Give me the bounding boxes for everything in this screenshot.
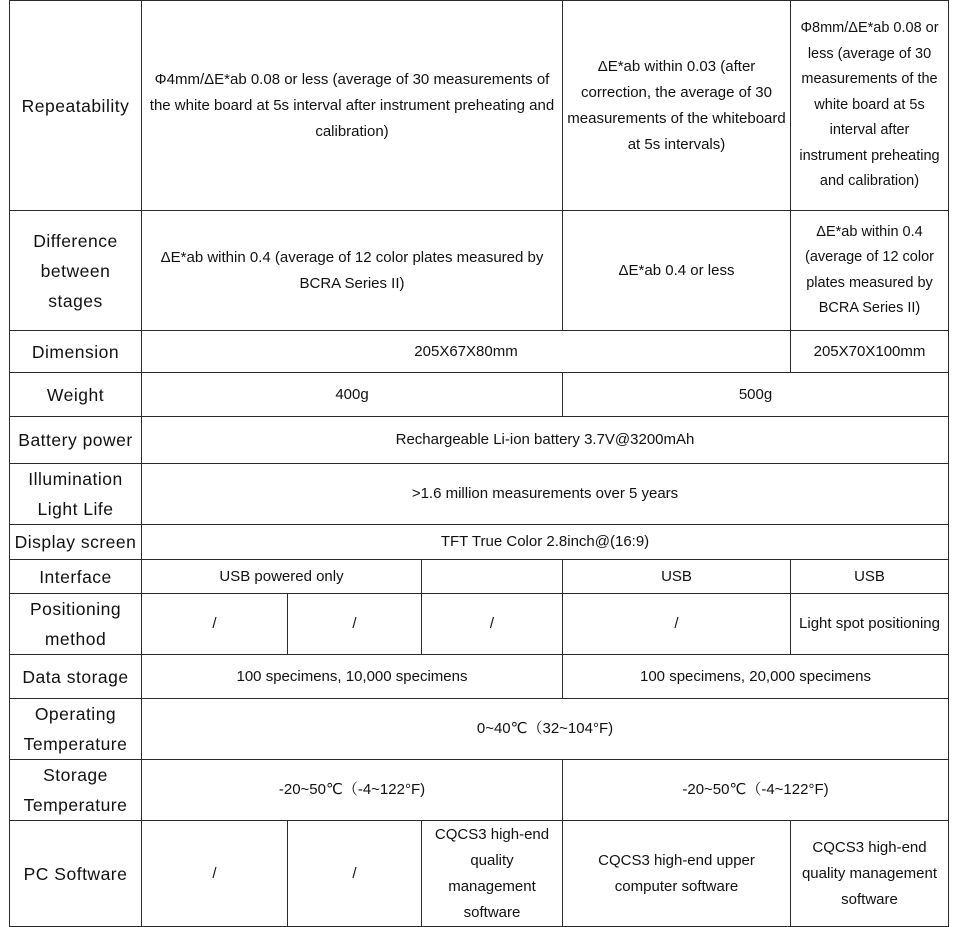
label-interface: Interface bbox=[10, 560, 142, 594]
repeatability-value-b: ΔE*ab within 0.03 (after correction, the average of 30 measurements of the whiteboard at 5s intervals) bbox=[563, 1, 791, 211]
interface-value-d: USB bbox=[791, 560, 949, 594]
row-operating-temperature bbox=[10, 699, 949, 760]
label-dimension: Dimension bbox=[10, 331, 142, 373]
positioning-value-e: Light spot positioning bbox=[791, 594, 949, 655]
label-battery: Battery power bbox=[10, 417, 142, 464]
difference-value-b: ΔE*ab 0.4 or less bbox=[563, 211, 791, 331]
dimension-value-b: 205X70X100mm bbox=[791, 331, 949, 373]
label-display: Display screen bbox=[10, 525, 142, 560]
label-operating-temperature: Operating Temperature bbox=[10, 699, 142, 760]
label-pc-software: PC Software bbox=[10, 821, 142, 927]
weight-value-b: 500g bbox=[563, 373, 949, 417]
repeatability-value-c: Φ8mm/ΔE*ab 0.08 or less (average of 30 measurements of the white board at 5s interval after instrument preheating and calibration) bbox=[791, 1, 949, 211]
difference-value-a: ΔE*ab within 0.4 (average of 12 color plates measured by BCRA Series II) bbox=[142, 211, 563, 331]
positioning-value-b: / bbox=[288, 594, 422, 655]
row-dimension bbox=[10, 331, 949, 373]
interface-value-a: USB powered only bbox=[142, 560, 422, 594]
row-repeatability bbox=[10, 1, 949, 211]
row-interface bbox=[10, 560, 949, 594]
illumination-value: >1.6 million measurements over 5 years bbox=[142, 464, 949, 525]
pc-software-value-e: CQCS3 high-end quality management software bbox=[791, 821, 949, 927]
positioning-value-a: / bbox=[142, 594, 288, 655]
row-display bbox=[10, 525, 949, 560]
positioning-value-c: / bbox=[422, 594, 563, 655]
interface-value-c: USB bbox=[563, 560, 791, 594]
row-data-storage bbox=[10, 655, 949, 699]
battery-value: Rechargeable Li-ion battery 3.7V@3200mAh bbox=[142, 417, 949, 464]
spec-table bbox=[9, 0, 949, 927]
difference-value-c: ΔE*ab within 0.4 (average of 12 color plates measured by BCRA Series II) bbox=[791, 211, 949, 331]
label-illumination: Illumination Light Life bbox=[10, 464, 142, 525]
label-difference: Difference between stages bbox=[10, 211, 142, 331]
dimension-value-a: 205X67X80mm bbox=[142, 331, 791, 373]
row-weight bbox=[10, 373, 949, 417]
pc-software-value-d: CQCS3 high-end upper computer software bbox=[563, 821, 791, 927]
storage-temperature-value-a: -20~50℃（-4~122°F) bbox=[142, 760, 563, 821]
storage-temperature-value-b: -20~50℃（-4~122°F) bbox=[563, 760, 949, 821]
pc-software-value-c: CQCS3 high-end quality management software bbox=[422, 821, 563, 927]
label-storage-temperature: Storage Temperature bbox=[10, 760, 142, 821]
row-positioning bbox=[10, 594, 949, 655]
label-data-storage: Data storage bbox=[10, 655, 142, 699]
pc-software-value-b: / bbox=[288, 821, 422, 927]
row-illumination bbox=[10, 464, 949, 525]
interface-value-b bbox=[422, 560, 563, 594]
row-difference bbox=[10, 211, 949, 331]
positioning-value-d: / bbox=[563, 594, 791, 655]
label-positioning: Positioning method bbox=[10, 594, 142, 655]
pc-software-value-a: / bbox=[142, 821, 288, 927]
data-storage-value-a: 100 specimens, 10,000 specimens bbox=[142, 655, 563, 699]
label-weight: Weight bbox=[10, 373, 142, 417]
data-storage-value-b: 100 specimens, 20,000 specimens bbox=[563, 655, 949, 699]
row-battery bbox=[10, 417, 949, 464]
repeatability-value-a: Φ4mm/ΔE*ab 0.08 or less (average of 30 measurements of the white board at 5s interval after instrument preheating and calibration) bbox=[142, 1, 563, 211]
label-repeatability: Repeatability bbox=[10, 1, 142, 211]
weight-value-a: 400g bbox=[142, 373, 563, 417]
operating-temperature-value: 0~40℃（32~104°F) bbox=[142, 699, 949, 760]
row-storage-temperature bbox=[10, 760, 949, 821]
display-value: TFT True Color 2.8inch@(16:9) bbox=[142, 525, 949, 560]
